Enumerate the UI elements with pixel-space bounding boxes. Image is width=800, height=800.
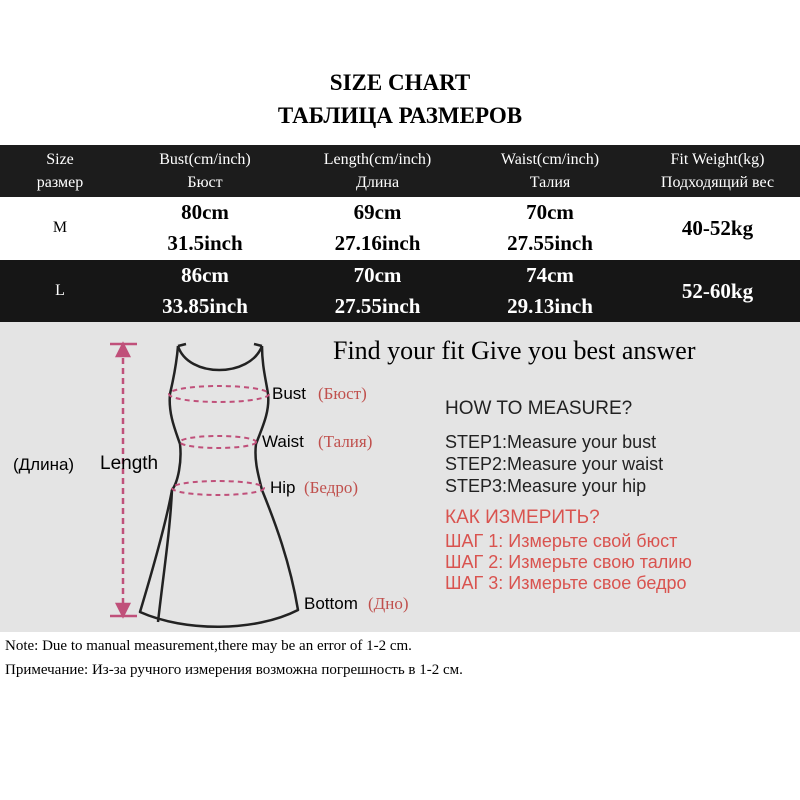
waist-cell: 70cm 27.55inch: [507, 200, 593, 255]
header-bust: Bust(cm/inch) Бюст: [159, 151, 251, 191]
step-item-ru: ШАГ 2: Измерьте свою талию: [445, 552, 692, 572]
length-cell: 69cm 27.16inch: [334, 200, 421, 255]
weight-cell: 40-52kg: [681, 215, 754, 240]
howto-title-ru: КАК ИЗМЕРИТЬ?: [445, 507, 600, 528]
header-waist: Waist(cm/inch) Талия: [500, 151, 600, 191]
size-cell: L: [55, 282, 65, 299]
table-row: [0, 198, 800, 258]
hip-label-ru: (Бедро): [304, 478, 359, 497]
step-item: STEP3:Measure your hip: [445, 476, 647, 496]
bottom-label-ru: (Дно): [368, 594, 409, 613]
step-item-ru: ШАГ 3: Измерьте свое бедро: [445, 573, 687, 593]
size-cell: M: [52, 219, 68, 236]
length-arrow-icon: [110, 344, 137, 616]
note-ru: Примечание: Из-за ручного измерения возможна погрешность в 1-2 см.: [5, 662, 463, 678]
step-item: STEP1:Measure your bust: [445, 432, 657, 452]
measure-guide-panel: [0, 322, 800, 632]
title-en: SIZE CHART: [329, 70, 471, 95]
header-length: Length(cm/inch) Длина: [323, 151, 432, 191]
header-size: Size размер: [36, 151, 84, 191]
table-row: [0, 260, 800, 322]
step-item: STEP2:Measure your waist: [445, 454, 664, 474]
length-cell: 70cm 27.55inch: [334, 263, 421, 318]
bust-label-ru: (Бюст): [318, 384, 367, 403]
title-ru: ТАБЛИЦА РАЗМЕРОВ: [277, 103, 523, 128]
bust-label: Bust: [272, 384, 307, 403]
howto-title: HOW TO MEASURE?: [445, 398, 633, 419]
weight-cell: 52-60kg: [681, 278, 754, 303]
waist-cell: 74cm 29.13inch: [507, 263, 593, 318]
length-label: Length: [100, 453, 159, 474]
bust-cell: 80cm 31.5inch: [167, 200, 243, 255]
waist-label-ru: (Талия): [318, 432, 373, 451]
fit-headline: Find your fit Give you best answer: [333, 336, 696, 365]
bottom-label: Bottom: [304, 594, 358, 613]
table-header: [0, 145, 800, 197]
note-en: Note: Due to manual measurement,there may be an error of 1-2 cm.: [5, 638, 412, 654]
hip-label: Hip: [270, 478, 296, 497]
bust-cell: 86cm 33.85inch: [162, 263, 248, 318]
length-label-ru: (Длина): [13, 455, 75, 474]
waist-label: Waist: [262, 432, 304, 451]
step-item-ru: ШАГ 1: Измерьте свой бюст: [445, 531, 678, 551]
measure-lines: [169, 386, 269, 495]
header-fit-weight: Fit Weight(kg) Подходящий вес: [660, 151, 775, 191]
